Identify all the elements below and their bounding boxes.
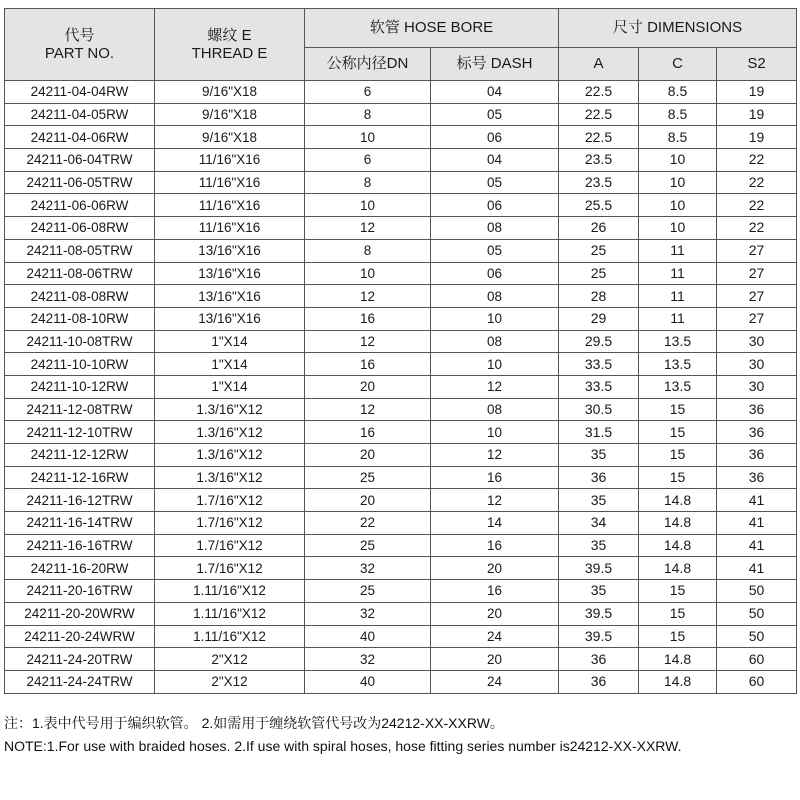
cell-part-no: 24211-24-20TRW — [5, 648, 155, 671]
table-row — [5, 557, 797, 580]
cell-a: 25 — [559, 239, 639, 262]
cell-dash: 08 — [431, 217, 559, 240]
cell-c: 11 — [639, 307, 717, 330]
cell-part-no: 24211-20-24WRW — [5, 625, 155, 648]
cell-c: 14.8 — [639, 648, 717, 671]
cell-part-no: 24211-12-10TRW — [5, 421, 155, 444]
table-row — [5, 398, 797, 421]
cell-s2: 30 — [717, 353, 797, 376]
cell-dn: 8 — [305, 103, 431, 126]
cell-s2: 19 — [717, 126, 797, 149]
notes — [4, 712, 796, 758]
cell-part-no: 24211-20-20WRW — [5, 602, 155, 625]
table-header — [5, 9, 797, 81]
cell-part-no: 24211-08-05TRW — [5, 239, 155, 262]
cell-a: 39.5 — [559, 602, 639, 625]
cell-c: 14.8 — [639, 534, 717, 557]
cell-dash: 14 — [431, 512, 559, 535]
thread-header — [155, 9, 305, 81]
thread-header-en: THREAD E — [191, 44, 268, 62]
dimensions-header: 尺寸 DIMENSIONS — [559, 9, 797, 48]
cell-dn: 8 — [305, 171, 431, 194]
cell-dash: 06 — [431, 126, 559, 149]
cell-thread: 11/16"X16 — [155, 217, 305, 240]
cell-part-no: 24211-06-06RW — [5, 194, 155, 217]
cell-dash: 08 — [431, 398, 559, 421]
cell-s2: 19 — [717, 81, 797, 104]
cell-a: 23.5 — [559, 149, 639, 172]
cell-s2: 36 — [717, 421, 797, 444]
cell-c: 13.5 — [639, 375, 717, 398]
cell-dn: 12 — [305, 398, 431, 421]
cell-s2: 36 — [717, 398, 797, 421]
part-no-header — [5, 9, 155, 81]
cell-dash: 16 — [431, 580, 559, 603]
cell-c: 15 — [639, 625, 717, 648]
cell-dn: 10 — [305, 126, 431, 149]
cell-c: 11 — [639, 285, 717, 308]
cell-part-no: 24211-08-10RW — [5, 307, 155, 330]
cell-part-no: 24211-12-16RW — [5, 466, 155, 489]
cell-a: 33.5 — [559, 375, 639, 398]
cell-part-no: 24211-04-06RW — [5, 126, 155, 149]
thread-header-cn: 螺纹 E — [207, 26, 252, 44]
cell-dn: 10 — [305, 194, 431, 217]
table-row — [5, 375, 797, 398]
cell-dn: 16 — [305, 353, 431, 376]
cell-part-no: 24211-08-06TRW — [5, 262, 155, 285]
cell-dash: 12 — [431, 489, 559, 512]
cell-c: 15 — [639, 580, 717, 603]
cell-thread: 11/16"X16 — [155, 171, 305, 194]
cell-dash: 05 — [431, 103, 559, 126]
cell-s2: 41 — [717, 512, 797, 535]
cell-thread: 9/16"X18 — [155, 103, 305, 126]
cell-thread: 1.3/16"X12 — [155, 466, 305, 489]
part-no-header-en: PART NO. — [44, 44, 115, 62]
cell-a: 39.5 — [559, 625, 639, 648]
cell-part-no: 24211-04-05RW — [5, 103, 155, 126]
cell-dn: 12 — [305, 285, 431, 308]
cell-thread: 1.7/16"X12 — [155, 557, 305, 580]
cell-dn: 25 — [305, 580, 431, 603]
cell-dn: 20 — [305, 444, 431, 467]
cell-part-no: 24211-24-24TRW — [5, 670, 155, 693]
cell-thread: 1"X14 — [155, 375, 305, 398]
cell-s2: 27 — [717, 262, 797, 285]
cell-c: 15 — [639, 421, 717, 444]
cell-c: 14.8 — [639, 670, 717, 693]
cell-c: 10 — [639, 149, 717, 172]
table-row — [5, 534, 797, 557]
cell-thread: 13/16"X16 — [155, 285, 305, 308]
cell-c: 15 — [639, 444, 717, 467]
cell-dash: 16 — [431, 534, 559, 557]
table-row — [5, 103, 797, 126]
cell-a: 39.5 — [559, 557, 639, 580]
cell-s2: 30 — [717, 330, 797, 353]
cell-a: 36 — [559, 466, 639, 489]
cell-part-no: 24211-10-08TRW — [5, 330, 155, 353]
cell-c: 13.5 — [639, 330, 717, 353]
cell-a: 25 — [559, 262, 639, 285]
cell-s2: 30 — [717, 375, 797, 398]
cell-a: 31.5 — [559, 421, 639, 444]
cell-c: 15 — [639, 466, 717, 489]
cell-part-no: 24211-16-12TRW — [5, 489, 155, 512]
part-no-header-cn: 代号 — [64, 26, 95, 44]
table-row — [5, 489, 797, 512]
cell-dn: 25 — [305, 466, 431, 489]
cell-c: 14.8 — [639, 512, 717, 535]
table-row — [5, 126, 797, 149]
table-row — [5, 421, 797, 444]
cell-s2: 19 — [717, 103, 797, 126]
dim-c-header: C — [639, 48, 717, 81]
cell-a: 35 — [559, 489, 639, 512]
cell-s2: 50 — [717, 580, 797, 603]
cell-a: 29.5 — [559, 330, 639, 353]
cell-s2: 27 — [717, 239, 797, 262]
cell-c: 15 — [639, 602, 717, 625]
cell-c: 11 — [639, 239, 717, 262]
cell-thread: 1"X14 — [155, 330, 305, 353]
cell-c: 11 — [639, 262, 717, 285]
cell-dn: 10 — [305, 262, 431, 285]
cell-thread: 2"X12 — [155, 648, 305, 671]
cell-s2: 41 — [717, 489, 797, 512]
cell-dash: 04 — [431, 81, 559, 104]
cell-c: 14.8 — [639, 489, 717, 512]
cell-a: 35 — [559, 534, 639, 557]
cell-dash: 16 — [431, 466, 559, 489]
table-row — [5, 353, 797, 376]
cell-a: 33.5 — [559, 353, 639, 376]
cell-thread: 1.7/16"X12 — [155, 489, 305, 512]
cell-a: 34 — [559, 512, 639, 535]
cell-thread: 9/16"X18 — [155, 81, 305, 104]
cell-s2: 41 — [717, 534, 797, 557]
cell-c: 10 — [639, 217, 717, 240]
cell-part-no: 24211-06-08RW — [5, 217, 155, 240]
cell-dn: 32 — [305, 648, 431, 671]
cell-dn: 6 — [305, 81, 431, 104]
cell-c: 15 — [639, 398, 717, 421]
cell-s2: 22 — [717, 194, 797, 217]
header-row-top — [5, 9, 797, 48]
cell-thread: 13/16"X16 — [155, 262, 305, 285]
cell-part-no: 24211-04-04RW — [5, 81, 155, 104]
cell-part-no: 24211-16-14TRW — [5, 512, 155, 535]
note-cn: 注：1.表中代号用于编织软管。 2.如需用于缠绕软管代号改为24212-XX-XXRW。 — [4, 715, 504, 731]
dimensions-table — [4, 8, 797, 694]
cell-dash: 05 — [431, 171, 559, 194]
cell-thread: 1.11/16"X12 — [155, 625, 305, 648]
cell-dn: 22 — [305, 512, 431, 535]
cell-part-no: 24211-20-16TRW — [5, 580, 155, 603]
cell-s2: 50 — [717, 602, 797, 625]
cell-a: 22.5 — [559, 103, 639, 126]
cell-s2: 36 — [717, 444, 797, 467]
table-row — [5, 239, 797, 262]
cell-part-no: 24211-16-16TRW — [5, 534, 155, 557]
cell-a: 36 — [559, 670, 639, 693]
cell-dash: 10 — [431, 353, 559, 376]
cell-s2: 27 — [717, 307, 797, 330]
note-en: NOTE:1.For use with braided hoses. 2.If use with spiral hoses, hose fitting series number is24212-XX-XXRW. — [4, 738, 682, 754]
cell-dash: 06 — [431, 262, 559, 285]
cell-dn: 32 — [305, 557, 431, 580]
cell-s2: 50 — [717, 625, 797, 648]
dash-header: 标号 DASH — [431, 48, 559, 81]
cell-s2: 22 — [717, 217, 797, 240]
dim-a-header: A — [559, 48, 639, 81]
cell-thread: 11/16"X16 — [155, 194, 305, 217]
cell-thread: 1"X14 — [155, 353, 305, 376]
cell-a: 22.5 — [559, 81, 639, 104]
table-row — [5, 171, 797, 194]
table-row — [5, 262, 797, 285]
cell-thread: 1.11/16"X12 — [155, 602, 305, 625]
dim-s2-header: S2 — [717, 48, 797, 81]
cell-thread: 9/16"X18 — [155, 126, 305, 149]
cell-dn: 20 — [305, 489, 431, 512]
cell-dn: 6 — [305, 149, 431, 172]
cell-dn: 12 — [305, 330, 431, 353]
cell-part-no: 24211-06-04TRW — [5, 149, 155, 172]
cell-s2: 27 — [717, 285, 797, 308]
cell-thread: 1.3/16"X12 — [155, 421, 305, 444]
cell-s2: 22 — [717, 149, 797, 172]
cell-a: 26 — [559, 217, 639, 240]
table-body — [5, 81, 797, 694]
cell-s2: 22 — [717, 171, 797, 194]
cell-c: 8.5 — [639, 81, 717, 104]
table-row — [5, 625, 797, 648]
cell-c: 10 — [639, 194, 717, 217]
cell-a: 23.5 — [559, 171, 639, 194]
cell-part-no: 24211-16-20RW — [5, 557, 155, 580]
cell-c: 14.8 — [639, 557, 717, 580]
table-row — [5, 285, 797, 308]
cell-thread: 13/16"X16 — [155, 239, 305, 262]
table-row — [5, 602, 797, 625]
cell-dash: 20 — [431, 602, 559, 625]
cell-dn: 40 — [305, 625, 431, 648]
cell-s2: 60 — [717, 648, 797, 671]
cell-dash: 08 — [431, 285, 559, 308]
table-row — [5, 512, 797, 535]
cell-dash: 12 — [431, 375, 559, 398]
cell-s2: 41 — [717, 557, 797, 580]
cell-c: 10 — [639, 171, 717, 194]
cell-s2: 36 — [717, 466, 797, 489]
cell-c: 8.5 — [639, 103, 717, 126]
table-row — [5, 307, 797, 330]
cell-thread: 1.7/16"X12 — [155, 534, 305, 557]
cell-dash: 04 — [431, 149, 559, 172]
hose-bore-header: 软管 HOSE BORE — [305, 9, 559, 48]
cell-c: 8.5 — [639, 126, 717, 149]
cell-part-no: 24211-12-08TRW — [5, 398, 155, 421]
cell-dash: 05 — [431, 239, 559, 262]
dn-header: 公称内径DN — [305, 48, 431, 81]
cell-thread: 13/16"X16 — [155, 307, 305, 330]
cell-dash: 20 — [431, 557, 559, 580]
table-row — [5, 444, 797, 467]
table-row — [5, 194, 797, 217]
table-row — [5, 330, 797, 353]
cell-a: 28 — [559, 285, 639, 308]
cell-a: 30.5 — [559, 398, 639, 421]
cell-c: 13.5 — [639, 353, 717, 376]
cell-thread: 2"X12 — [155, 670, 305, 693]
cell-a: 35 — [559, 444, 639, 467]
table-row — [5, 648, 797, 671]
cell-thread: 1.3/16"X12 — [155, 398, 305, 421]
cell-dash: 20 — [431, 648, 559, 671]
cell-a: 22.5 — [559, 126, 639, 149]
cell-dash: 08 — [431, 330, 559, 353]
table-row — [5, 466, 797, 489]
cell-dn: 20 — [305, 375, 431, 398]
cell-thread: 1.11/16"X12 — [155, 580, 305, 603]
cell-a: 35 — [559, 580, 639, 603]
cell-dn: 25 — [305, 534, 431, 557]
table-row — [5, 81, 797, 104]
cell-dn: 16 — [305, 307, 431, 330]
cell-a: 36 — [559, 648, 639, 671]
table-row — [5, 217, 797, 240]
cell-dash: 10 — [431, 421, 559, 444]
table-row — [5, 580, 797, 603]
cell-dn: 40 — [305, 670, 431, 693]
cell-s2: 60 — [717, 670, 797, 693]
cell-a: 25.5 — [559, 194, 639, 217]
table-row — [5, 149, 797, 172]
cell-dash: 12 — [431, 444, 559, 467]
cell-dash: 24 — [431, 625, 559, 648]
cell-part-no: 24211-06-05TRW — [5, 171, 155, 194]
cell-dash: 24 — [431, 670, 559, 693]
table-row — [5, 670, 797, 693]
cell-dn: 32 — [305, 602, 431, 625]
cell-part-no: 24211-10-10RW — [5, 353, 155, 376]
cell-dn: 12 — [305, 217, 431, 240]
cell-dash: 06 — [431, 194, 559, 217]
cell-part-no: 24211-10-12RW — [5, 375, 155, 398]
cell-dn: 16 — [305, 421, 431, 444]
cell-a: 29 — [559, 307, 639, 330]
cell-dash: 10 — [431, 307, 559, 330]
cell-dn: 8 — [305, 239, 431, 262]
cell-part-no: 24211-08-08RW — [5, 285, 155, 308]
cell-thread: 1.3/16"X12 — [155, 444, 305, 467]
cell-thread: 11/16"X16 — [155, 149, 305, 172]
cell-part-no: 24211-12-12RW — [5, 444, 155, 467]
cell-thread: 1.7/16"X12 — [155, 512, 305, 535]
